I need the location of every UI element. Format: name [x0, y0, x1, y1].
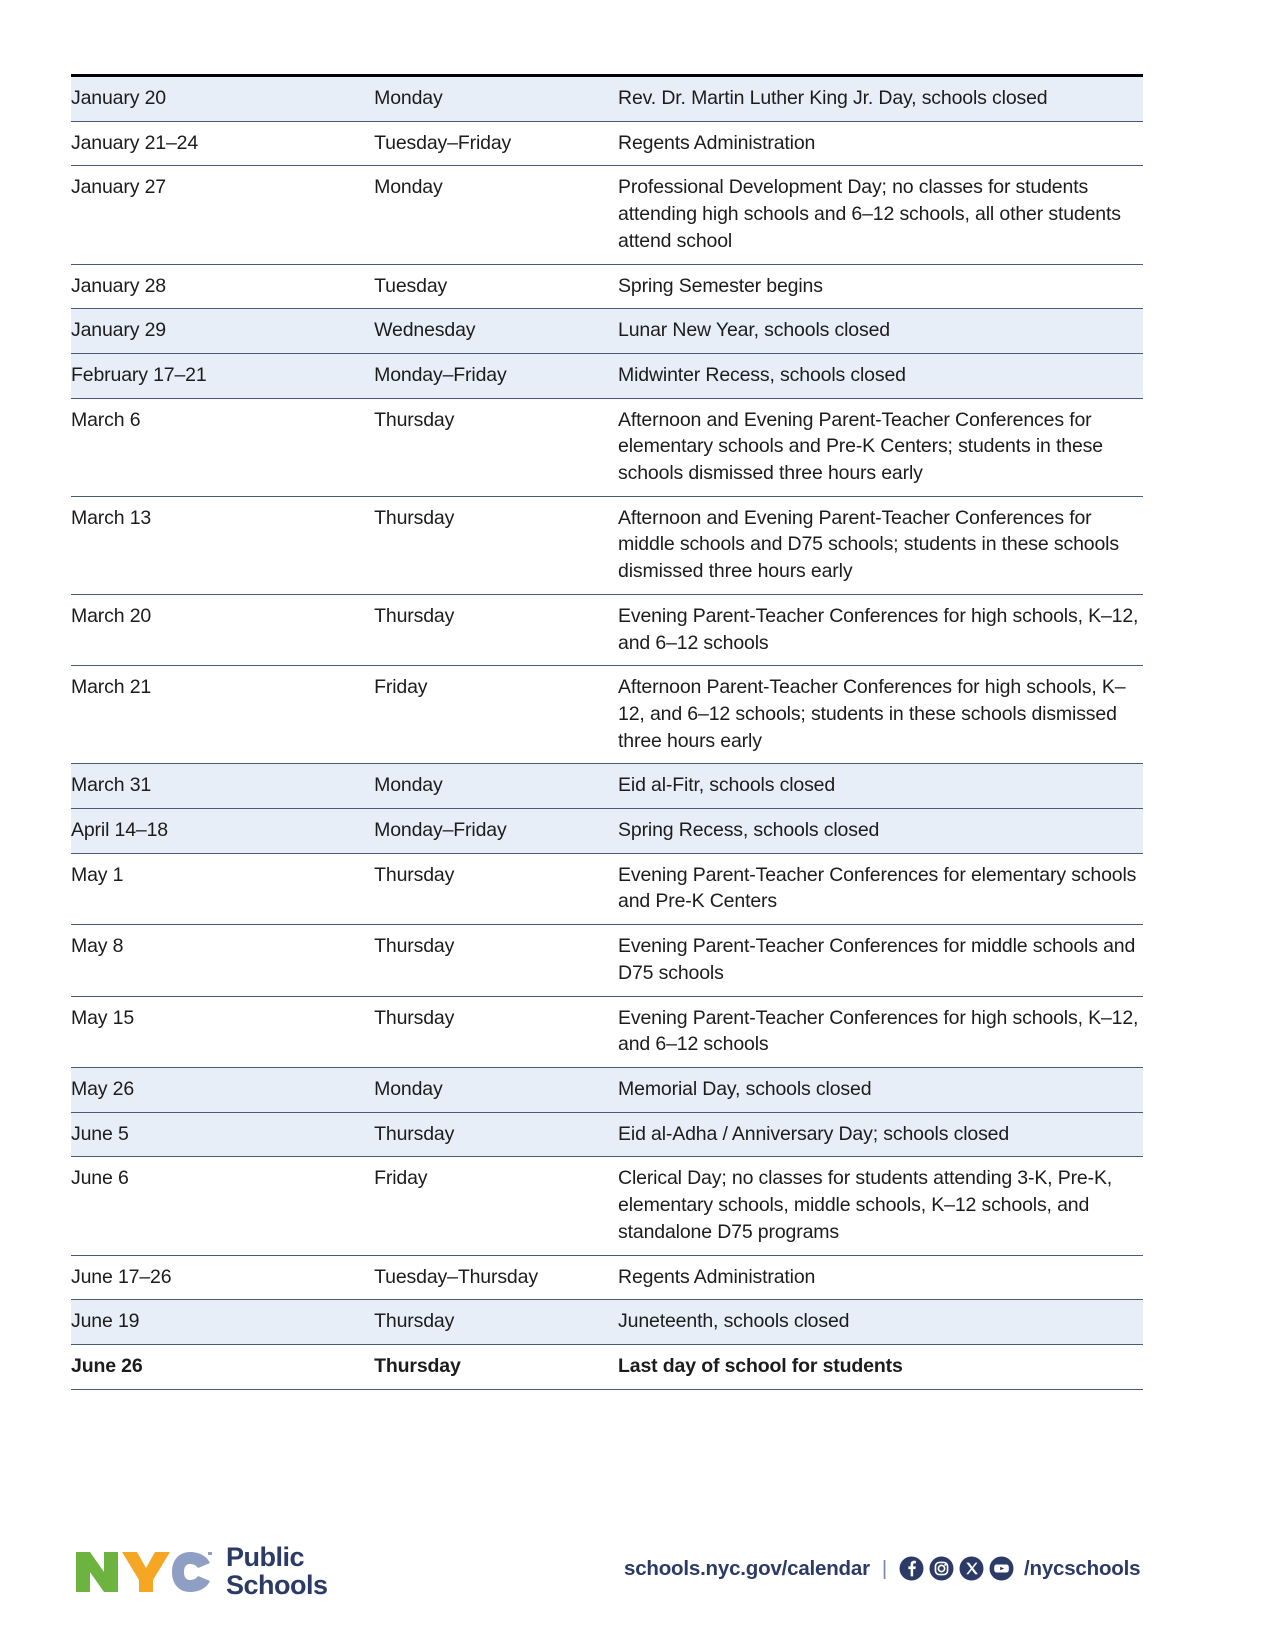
instagram-icon[interactable] — [929, 1556, 954, 1581]
cell-description: Spring Recess, schools closed — [618, 819, 880, 842]
table-row — [71, 1300, 1143, 1345]
cell-day: Thursday — [374, 408, 455, 431]
table-row — [71, 309, 1143, 354]
cell-date: January 20 — [71, 87, 166, 109]
cell-date: January 28 — [71, 274, 166, 297]
logo-wordmark — [226, 1544, 328, 1599]
calendar-table-container — [71, 74, 1143, 1390]
cell-date: March 31 — [71, 774, 152, 797]
cell-date: June 5 — [71, 1122, 129, 1145]
table-row — [71, 764, 1143, 809]
cell-day: Monday — [374, 774, 443, 797]
cell-date: May 26 — [71, 1077, 135, 1100]
table-row — [71, 76, 1143, 122]
cell-description: Regents Administration — [618, 131, 816, 154]
table-row — [71, 1112, 1143, 1157]
table-row — [71, 353, 1143, 398]
cell-description: Afternoon and Evening Parent-Teacher Conferences for elementary schools and Pre-K Centers; students in these schools dismissed three hours early — [618, 408, 1103, 485]
cell-description: Afternoon and Evening Parent-Teacher Conferences for middle schools and D75 schools; students in these schools dismissed three hours early — [618, 506, 1119, 583]
cell-day: Monday–Friday — [374, 819, 507, 842]
table-row — [71, 594, 1143, 665]
cell-date: May 1 — [71, 863, 124, 886]
cell-description: Afternoon Parent-Teacher Conferences for high schools, K–12, and 6–12 schools; students in these schools dismissed three hours early — [618, 676, 1126, 752]
cell-description: Evening Parent-Teacher Conferences for high schools, K–12, and 6–12 schools — [618, 604, 1139, 654]
youtube-icon[interactable] — [989, 1556, 1014, 1581]
cell-description: Juneteenth, schools closed — [618, 1310, 850, 1333]
table-row — [71, 1067, 1143, 1112]
cell-description: Spring Semester begins — [618, 274, 823, 297]
table-row — [71, 666, 1143, 764]
cell-date: March 20 — [71, 604, 152, 627]
logo-word-public: Public — [226, 1542, 305, 1572]
cell-date: June 19 — [71, 1310, 140, 1333]
cell-date: May 8 — [71, 935, 124, 958]
table-row — [71, 1344, 1143, 1389]
cell-day: Monday — [374, 87, 443, 109]
cell-day: Tuesday–Thursday — [374, 1265, 538, 1288]
table-row — [71, 925, 1143, 996]
cell-day: Thursday — [374, 1122, 455, 1145]
cell-day: Friday — [374, 1167, 428, 1190]
x-twitter-icon[interactable] — [959, 1556, 984, 1581]
logo-word-schools: Schools — [226, 1569, 328, 1600]
cell-date: May 15 — [71, 1006, 135, 1029]
cell-description: Eid al-Adha / Anniversary Day; schools closed — [618, 1122, 1010, 1145]
cell-description: Evening Parent-Teacher Conferences for elementary schools and Pre-K Centers — [618, 863, 1137, 913]
cell-date: March 13 — [71, 506, 152, 529]
cell-date: June 17–26 — [71, 1265, 172, 1288]
table-row — [71, 496, 1143, 594]
cell-description: Lunar New Year, schools closed — [618, 319, 890, 342]
cell-day: Thursday — [374, 1310, 455, 1333]
cell-description: Rev. Dr. Martin Luther King Jr. Day, schools closed — [618, 87, 1048, 109]
cell-date: January 29 — [71, 319, 166, 342]
cell-date: June 6 — [71, 1167, 129, 1190]
cell-description: Clerical Day; no classes for students attending 3-K, Pre-K, elementary schools, middle schools, K–12 schools, and standalone D75 programs — [618, 1167, 1113, 1243]
cell-day: Monday–Friday — [374, 363, 507, 386]
table-row — [71, 121, 1143, 166]
table-row — [71, 809, 1143, 854]
cell-date: March 6 — [71, 408, 141, 431]
calendar-url-link[interactable]: schools.nyc.gov/calendar — [624, 1556, 870, 1580]
cell-description: Evening Parent-Teacher Conferences for middle schools and D75 schools — [618, 935, 1136, 984]
cell-day: Monday — [374, 1077, 443, 1100]
footer-links — [624, 1556, 1140, 1581]
table-row — [71, 1255, 1143, 1300]
cell-description: Evening Parent-Teacher Conferences for high schools, K–12, and 6–12 schools — [618, 1006, 1139, 1056]
cell-date: January 27 — [71, 176, 166, 199]
nyc-public-schools-logo — [74, 1544, 328, 1599]
cell-day: Friday — [374, 676, 428, 699]
cell-description: Last day of school for students — [618, 1354, 903, 1377]
cell-day: Thursday — [374, 604, 455, 627]
cell-day: Thursday — [374, 863, 455, 886]
cell-description: Eid al-Fitr, schools closed — [618, 774, 836, 797]
facebook-icon[interactable] — [899, 1556, 924, 1581]
cell-day: Monday — [374, 176, 443, 199]
cell-date: April 14–18 — [71, 819, 169, 842]
nyc-logo-icon — [74, 1550, 214, 1594]
cell-date: March 21 — [71, 676, 152, 699]
table-row — [71, 853, 1143, 924]
cell-day: Thursday — [374, 1006, 455, 1029]
cell-day: Wednesday — [374, 319, 476, 342]
cell-day: Thursday — [374, 1354, 461, 1377]
cell-description: Midwinter Recess, schools closed — [618, 363, 906, 386]
table-row — [71, 166, 1143, 264]
cell-date: June 26 — [71, 1354, 143, 1377]
cell-day: Tuesday–Friday — [374, 131, 512, 154]
footer-separator: | — [881, 1556, 887, 1580]
table-row — [71, 1157, 1143, 1255]
cell-day: Thursday — [374, 506, 455, 529]
social-handle[interactable]: /nycschools — [1024, 1556, 1141, 1580]
table-row — [71, 398, 1143, 496]
table-row — [71, 264, 1143, 309]
cell-date: February 17–21 — [71, 363, 207, 386]
school-calendar-table — [71, 74, 1143, 1390]
page-footer — [0, 1532, 1275, 1612]
calendar-table-body — [71, 76, 1143, 1390]
cell-description: Regents Administration — [618, 1265, 816, 1288]
cell-day: Tuesday — [374, 274, 448, 297]
cell-date: January 21–24 — [71, 131, 199, 154]
cell-description: Professional Development Day; no classes for students attending high schools and 6–12 schools, all other students attend school — [618, 176, 1121, 252]
social-icon-row — [899, 1556, 1014, 1581]
cell-day: Thursday — [374, 935, 455, 958]
cell-description: Memorial Day, schools closed — [618, 1077, 872, 1100]
table-row — [71, 996, 1143, 1067]
